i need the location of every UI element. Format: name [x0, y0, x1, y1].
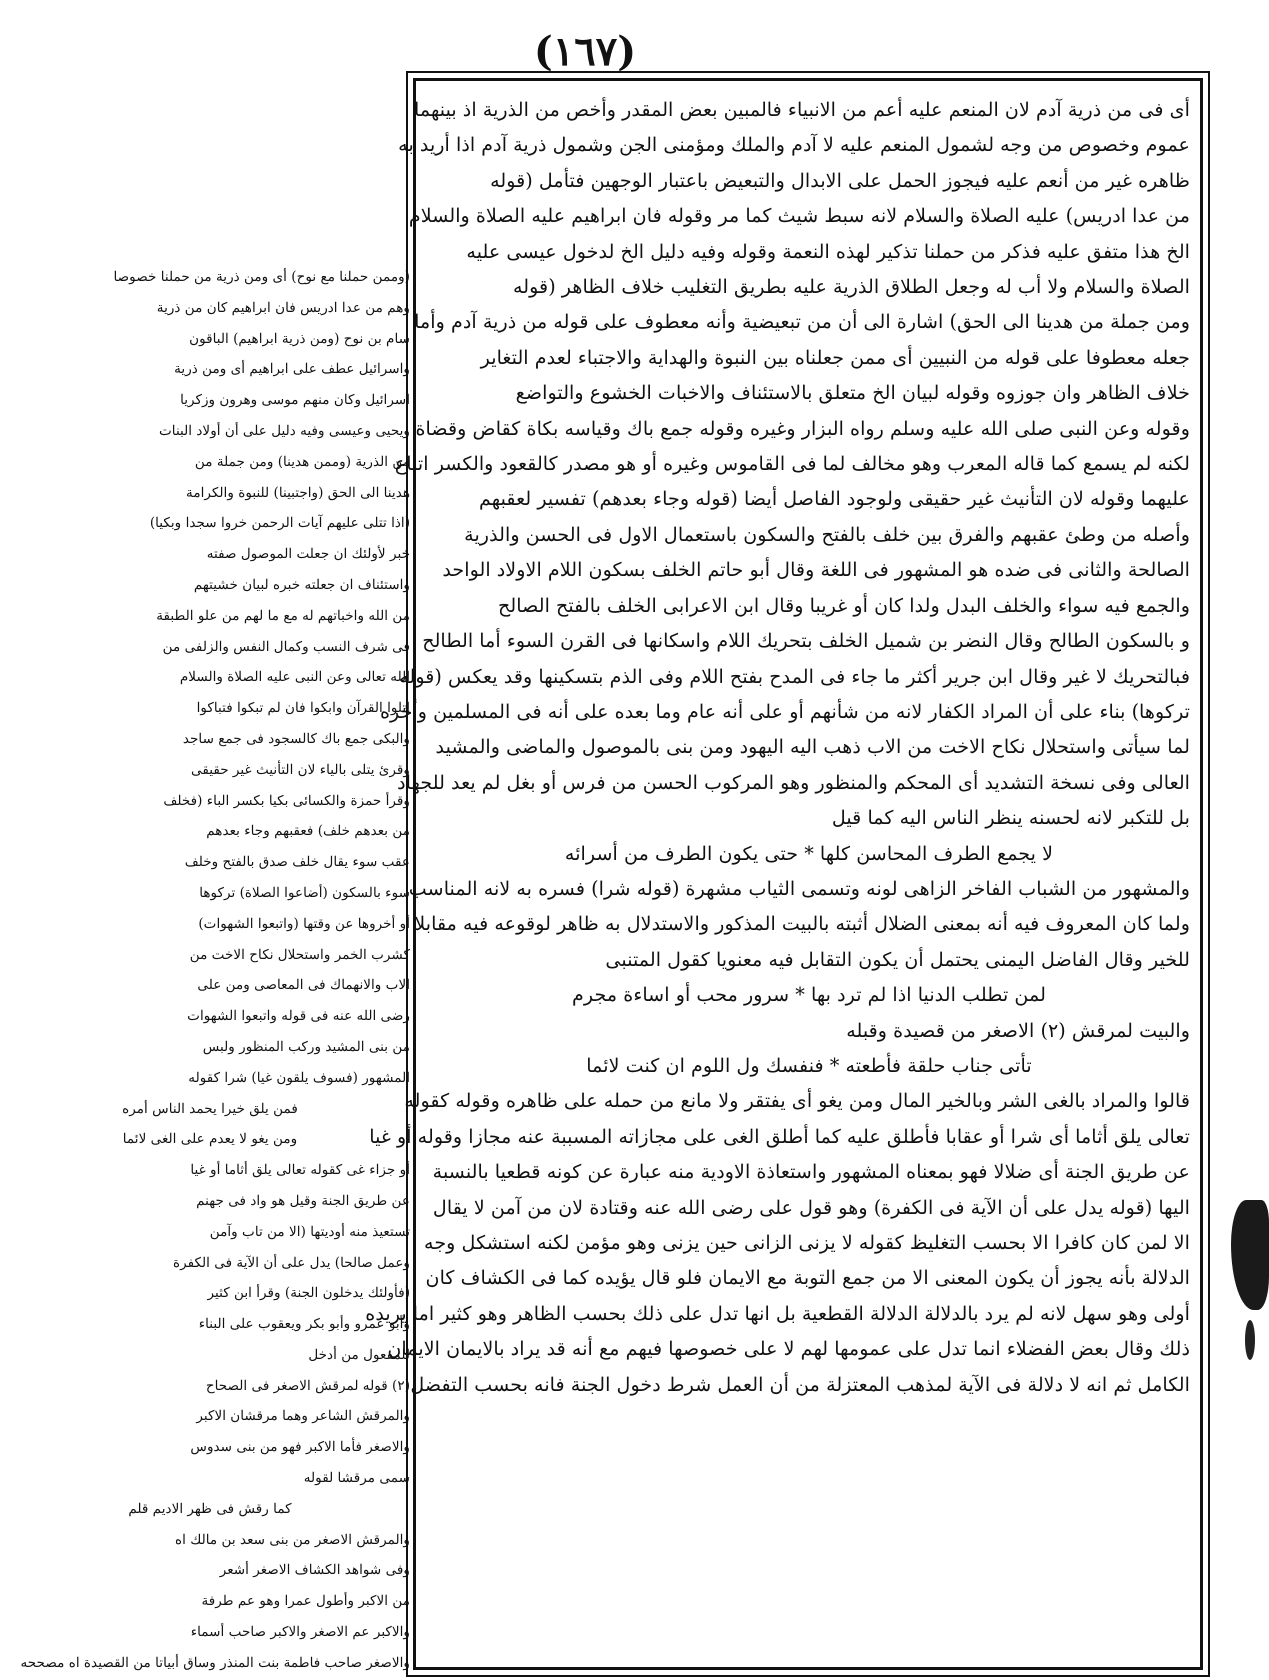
margin-line: الاب والانهماك فى المعاصى ومن على — [197, 977, 410, 994]
margin-line: من بعدهم خلف) فعقبهم وجاء بعدهم — [206, 823, 410, 840]
main-line: أى فى من ذرية آدم لان المنعم عليه أعم من الانبياء فالمبين بعض المقدر وأخص من الذرية اذ بينهما — [414, 98, 1190, 121]
main-line: أولى وهو سهل لانه لم يرد بالدلالة الدلالة القطعية بل انها تدل على ذلك بحسب الظاهر وهو كثير اما يريده — [365, 1301, 1190, 1325]
margin-line: وأبو عمرو وأبو بكر ويعقوب على البناء — [198, 1316, 410, 1333]
main-line: تعالى يلق أثاما أى شرا أو عقابا فأطلق عليه كما أطلق الغى على مجازاته المسببة عنه مجازا وقوله أو غيا — [369, 1124, 1190, 1148]
main-line: العالى وفى نسخة التشديد أى المحكم والمنظور وهو المركوب الحسن من فرس أو بغل لم يعد للجهاد — [397, 770, 1190, 794]
main-line: الصالحة والثانى فى ضده هو المشهور فى اللغة وقال أبو حاتم الخلف بسكون اللام الاولاد الواحد — [442, 558, 1190, 582]
footnote-line: والاصغر فأما الاكبر فهو من بنى سدوس — [190, 1439, 410, 1456]
footnote-line: من الاكبر وأطول عمرا وهو عم طرفة — [201, 1593, 410, 1610]
footnote-line: والاصغر صاحب فاطمة بنت المنذر وساق أبياتا من القصيدة اه مصححه — [20, 1654, 410, 1671]
margin-line: عن طريق الجنة وقيل هو واد فى جهنم — [196, 1192, 410, 1209]
margin-line: (وممن حملنا مع نوح) أى ومن ذرية من حملنا خصوصا — [113, 269, 410, 285]
margin-line: وقرأ حمزة والكسائى بكيا بكسر الباء (فخلف — [163, 792, 410, 809]
margin-line: فى شرف النسب وكمال النفس والزلفى من — [162, 638, 410, 655]
main-line: لما سيأتى واستحلال نكاح الاخت من الاب ذهب اليه اليهود ومن بنى بالموصول والماضى والمشيد — [435, 735, 1190, 759]
margin-line: كشرب الخمر واستحلال نكاح الاخت من — [189, 946, 410, 963]
margin-line: من الله واخباتهم له مع ما لهم من علو الطبقة — [156, 607, 410, 624]
footnote-verse: كما رقش فى ظهر الاديم قلم — [128, 1500, 292, 1517]
ink-stain — [1245, 1320, 1255, 1360]
page-number: (١٦٧) — [533, 28, 637, 75]
main-line: ذلك وقال بعض الفضلاء انما تدل على عمومها لهم لا على خصوصها فيهم مع أنه قد يراد بالايمان الايمان — [387, 1337, 1190, 1361]
main-line: الخ هذا متفق عليه فذكر من حملنا تذكير لهذه النعمة وقوله وفيه دليل الخ لدخول عيسى عليه — [466, 239, 1190, 263]
main-line: ظاهره غير من أنعم عليه فيجوز الحمل على الابدال والتبعيض باعتبار الوجهين فتأمل (قوله — [490, 168, 1190, 192]
poetry-verse: تأتى جناب حلقة فأطعته * فنفسك ول اللوم ان كنت لائما — [586, 1053, 1032, 1077]
margin-line: (فأولئك يدخلون الجنة) وقرأ ابن كثير — [207, 1285, 410, 1302]
margin-verse: ومن يغو لا يعدم على الغى لائما — [122, 1131, 298, 1148]
footnote-line: سمى مرقشا لقوله — [303, 1470, 410, 1487]
margin-line: أو جزاء غى كقوله تعالى يلق أثاما أو غيا — [190, 1162, 410, 1179]
main-line: و بالسكون الطالح وقال النضر بن شميل الخلف بتحريك اللام واسكانها فى القرن السوء أما الطالح — [422, 629, 1190, 653]
margin-line: والبكى جمع باك كالسجود فى جمع ساجد — [182, 730, 410, 747]
main-line: تركوها) بناء على أن المراد الكفار لانه من شأنهم أو على أنه عام وما بعده على أنه فى المسلمين وأخره — [379, 699, 1190, 723]
margin-line: رضى الله عنه فى قوله واتبعوا الشهوات — [187, 1008, 410, 1025]
margin-line: الله تعالى وعن النبى عليه الصلاة والسلام — [179, 669, 410, 686]
main-line: الكامل ثم انه لا دلالة فى الآية لمذهب المعتزلة من أن العمل شرط دخول الجنة فانه بحسب التفضل — [410, 1372, 1190, 1396]
margin-line: وعمل صالحا) يدل على أن الآية فى الكفرة — [173, 1254, 410, 1271]
poetry-verse: لمن تطلب الدنيا اذا لم ترد بها * سرور محب أو اساءة مجرم — [572, 983, 1046, 1007]
main-line: لكنه لم يسمع كما قاله المعرب وهو مخالف لما فى القاموس وغيره أو هو مصدر كالقعود والكسر اتباع — [394, 452, 1190, 476]
main-line: من عدا ادريس) عليه الصلاة والسلام لانه سبط شيث كما مر وقوله فان ابراهيم عليه الصلاة والسلام — [408, 204, 1190, 228]
main-line: الا لمن كان كافرا الا بحسب التغليظ كقوله لا يزنى الزانى حين يزنى وهو مؤمن لكنه استشكل وجه — [424, 1231, 1190, 1254]
main-line: بل للتكبر لانه لحسنه ينظر الناس اليه كما قيل — [831, 806, 1190, 830]
main-line: عن طريق الجنة أى ضلالا فهو بمعناه المشهور واستعاذة الاودية منه عبارة عن كونه قطعيا بالنسبة — [432, 1160, 1190, 1184]
main-line: والجمع فيه سواء والخلف البدل ولدا كان أو غريبا وقال ابن الاعرابى الخلف بالفتح الصالح — [498, 593, 1190, 617]
footnote-line: والمرقش الاصغر من بنى سعد بن مالك اه — [174, 1531, 410, 1548]
poetry-verse: لا يجمع الطرف المحاسن كلها * حتى يكون الطرف من أسرائه — [564, 841, 1054, 865]
main-line: عموم وخصوص من وجه لشمول المنعم عليه لا آدم والملك ومؤمنى الجن وشمول ذرية آدم اذا أريد به — [398, 133, 1190, 157]
margin-line: وقرئ يتلى بالياء لان التأنيث غير حقيقى — [191, 761, 410, 778]
main-line: الدلالة بأنه يجوز أن يكون المعنى الا من جمع التوبة مع الايمان فلو قال يؤيده كما فى الكشاف كان — [425, 1266, 1190, 1290]
margin-line: اسرائيل وكان منهم موسى وهرون وزكريا — [180, 392, 410, 409]
footnote-line: والمرقش الشاعر وهما مرقشان الاكبر — [196, 1408, 410, 1425]
margin-line: تستعيذ منه أوديتها (الا من تاب وآمن — [209, 1223, 410, 1240]
margin-line: للمفعول من أدخل — [308, 1346, 410, 1363]
main-line: عليهما وقوله لان التأنيث غير حقيقى ولوجود الفاصل أيضا (قوله وجاء بعدهم) تفسير لعقبهم — [479, 487, 1190, 511]
main-line: الصلاة والسلام ولا أب له وجعل الطلاق الذرية عليه بطريق التغليب خلاف الظاهر (قوله — [512, 275, 1190, 299]
main-line: فبالتحريك لا غير وقال ابن جرير أكثر ما جاء فى المدح بفتح اللام وفى الذم بتسكينها وقد يعكس (قوله — [399, 664, 1190, 688]
ink-stain — [1231, 1200, 1269, 1310]
main-line: اليها (قوله يدل على أن الآية فى الكفرة) وهو قول على رضى الله عنه وقتادة لان من آمن لا يقال — [432, 1195, 1190, 1219]
margin-line: واستئناف ان جعلته خبره لبيان خشيتهم — [193, 576, 410, 593]
main-line: خلاف الظاهر وان جوزوه وقوله لبيان الخ متعلق بالاستئناف والاخبات الخشوع والتواضع — [515, 381, 1190, 405]
main-line: والبيت لمرقش (٢) الاصغر من قصيدة وقبله — [846, 1018, 1190, 1042]
margin-line: من بنى المشيد وركب المنظور ولبس — [202, 1038, 410, 1055]
margin-line: ويحيى وعيسى وفيه دليل على أن أولاد البنات — [159, 422, 410, 439]
margin-line: واسرائيل عطف على ابراهيم أى ومن ذرية — [174, 361, 410, 378]
margin-line: اتلوا القرآن وابكوا فان لم تبكوا فتباكوا — [196, 700, 410, 717]
margin-verse: فمن يلق خيرا يحمد الناس أمره — [122, 1100, 298, 1117]
margin-commentary — [10, 262, 410, 1671]
margin-line: وهم من عدا ادريس فان ابراهيم كان من ذرية — [156, 299, 410, 316]
margin-line: سام بن نوح (ومن ذرية ابراهيم) الباقون — [189, 330, 410, 347]
footnote-line: وفى شواهد الكشاف الاصغر أشعر — [219, 1562, 410, 1579]
main-line: جعله معطوفا على قوله من النبيين أى ممن جعلناه بين النبوة والهداية والاجتباء لعدم التغاير — [480, 345, 1190, 369]
margin-line: أو أخروها عن وقتها (واتبعوا الشهوات) — [198, 915, 410, 932]
margin-line: عقب سوء يقال خلف صدق بالفتح وخلف — [184, 854, 410, 871]
margin-line: المشهور (فسوف يلقون غيا) شرا كقوله — [188, 1069, 410, 1086]
margin-line: خبر لأولئك ان جعلت الموصول صفته — [206, 546, 410, 563]
margin-line: (اذا تتلى عليهم آيات الرحمن خروا سجدا وبكيا) — [149, 515, 410, 532]
main-line: والمشهور من الشباب الفاخر الزاهى لونه وتسمى الثياب مشهرة (قوله شرا) فسره به لانه المناسب — [408, 876, 1190, 900]
margin-line: من الذرية (وممن هدينا) ومن جملة من — [194, 453, 410, 470]
main-line: للخير وقال الفاضل اليمنى يحتمل أن يكون التقابل فيه معنويا كقول المتنبى — [605, 947, 1190, 971]
main-line: ومن جملة من هدينا الى الحق) اشارة الى أن من تبعيضية وأنه معطوف على قوله من ذرية آدم وأما — [414, 310, 1190, 334]
main-line: ولما كان المعروف فيه أنه بمعنى الضلال أثبته بالبيت المذكور والاستدلال به ظاهر لوقوعه فيه مقابلا — [414, 912, 1190, 936]
main-line: وأصله من وطئ عقبهم والفرق بين خلف بالفتح والسكون باستعمال الاول فى الحسن والذرية — [464, 522, 1190, 546]
margin-line: سوء بالسكون (أضاعوا الصلاة) تركوها — [199, 884, 410, 901]
main-text-body — [365, 92, 1190, 1652]
footnote-line: (٢) قوله لمرقش الاصغر فى الصحاح — [205, 1377, 410, 1394]
footnote-line: والاكبر عم الاصغر والاكبر صاحب أسماء — [190, 1624, 410, 1641]
main-line: قالوا والمراد بالغى الشر وبالخير المال ومن يغو أى يفتقر ولا مانع من حمله على ظاهره وقوله كقوله — [404, 1089, 1190, 1113]
main-line: وقوله وعن النبى صلى الله عليه وسلم رواه البزار وغيره وقوله جمع باك وقياسه بكاة كقاض وقضاة — [415, 416, 1190, 440]
margin-line: هدينا الى الحق (واجتبينا) للنبوة والكرامة — [186, 484, 410, 501]
